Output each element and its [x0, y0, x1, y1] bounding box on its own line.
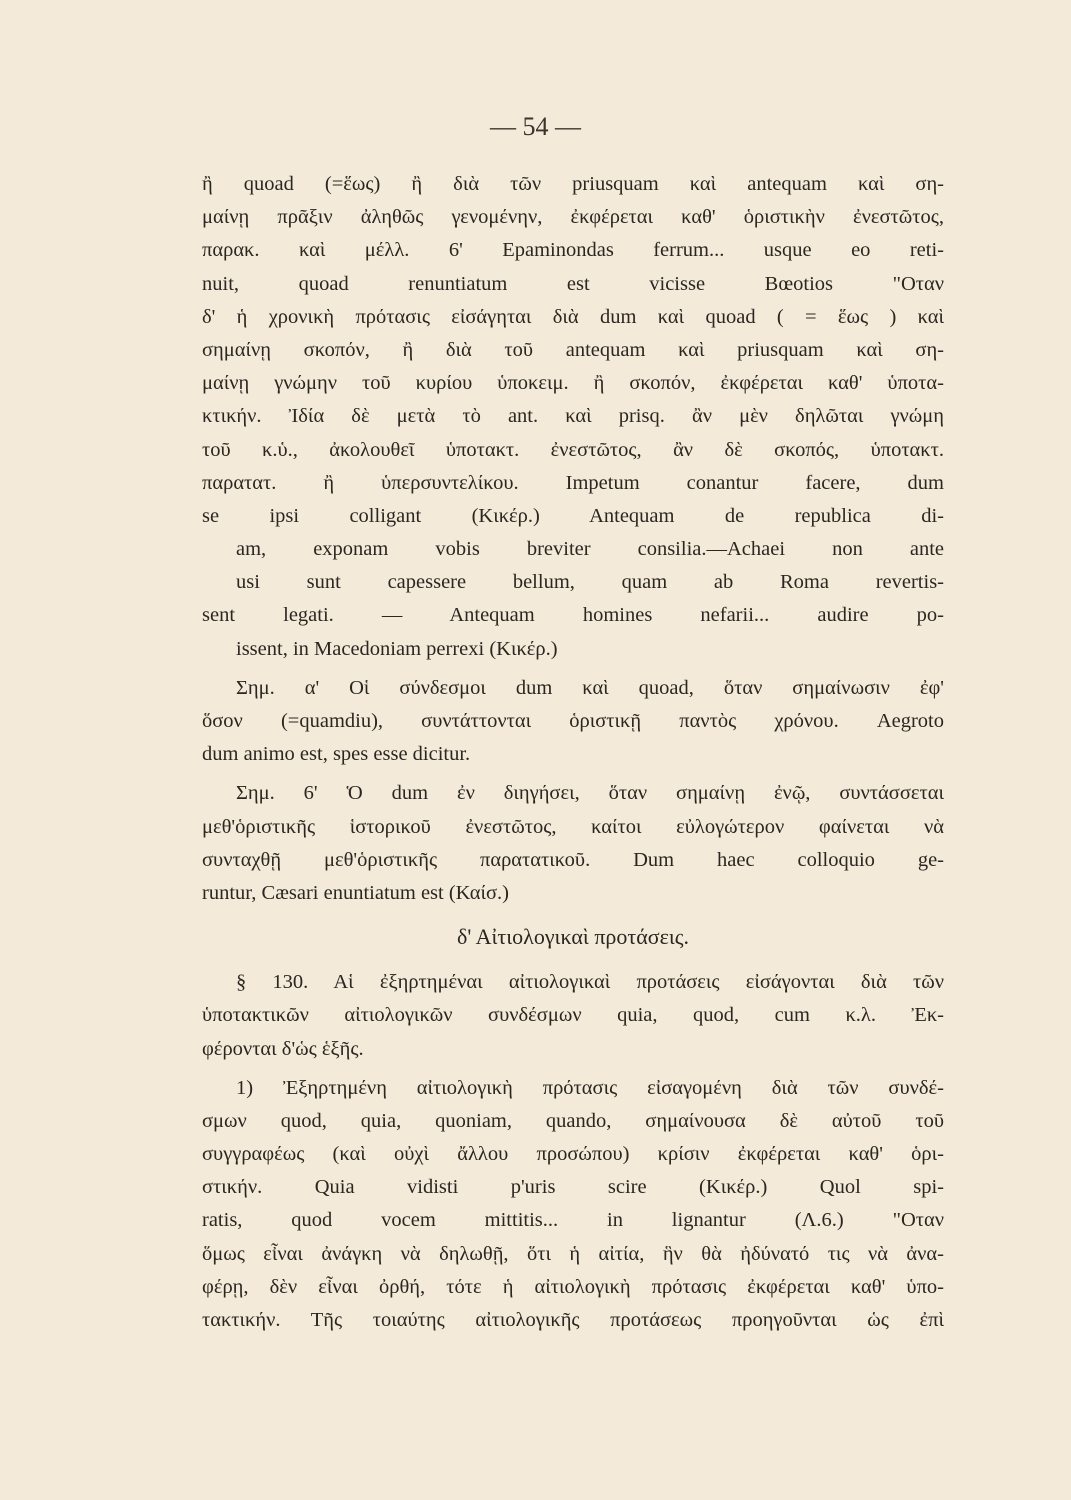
text-line: μαίνῃ γνώμην τοῦ κυρίου ὑποκειμ. ἢ σκοπόν, ἐκφέρεται καθ' ὑποτα-	[202, 372, 944, 395]
text-line: φέρῃ, δὲν εἶναι ὀρθή, τότε ἡ αἰτιολογικὴ πρότασις ἐκφέρεται καθ' ὑπο-	[202, 1275, 944, 1298]
text-line: se ipsi colligant (Κικέρ.) Antequam de republica di-	[202, 504, 944, 527]
text-line: συγγραφέως (καὶ οὐχὶ ἄλλου προσώπου) κρίσιν ἐκφέρεται καθ' ὁρι-	[202, 1143, 944, 1166]
text-line: συνταχθῇ μεθ'ὁριστικῆς παρατατικοῦ. Dum haec colloquio ge-	[202, 848, 944, 871]
note-a	[202, 672, 944, 772]
text-line: σημαίνῃ σκοπόν, ἢ διὰ τοῦ antequam καὶ priusquam καὶ ση-	[202, 338, 944, 361]
paragraph-130	[202, 966, 944, 1066]
text-line: παρατατ. ἢ ὑπερσυντελίκου. Impetum conantur facere, dum	[202, 471, 944, 494]
paragraph-temporal-clauses	[202, 168, 944, 666]
text-line: τοῦ κ.ὑ., ἀκολουθεῖ ὑποτακτ. ἐνεστῶτος, ἂν δὲ σκοπός, ὑποτακτ.	[202, 438, 944, 461]
page-number: — 54 —	[490, 112, 581, 141]
text-line: sent legati. — Antequam homines nefarii... audire po-	[202, 604, 944, 627]
text-line: nuit, quoad renuntiatum est vicisse Bœotios "Οταν	[202, 272, 944, 295]
text-line: ὅσον (=quamdiu), συντάττονται ὁριστικῇ παντὸς χρόνου. Aegroto	[202, 710, 944, 732]
text-line: am, exponam vobis breviter consilia.—Achaei non ante	[236, 538, 944, 561]
paragraph-causal-indicative	[202, 1072, 944, 1338]
text-line: τακτικήν. Τῆς τοιαύτης αἰτιολογικῆς προτάσεως προηγοῦνται ὡς ἐπὶ	[202, 1309, 944, 1331]
section-heading: δ' Αἰτιολογικαὶ προτάσεις.	[456, 924, 689, 950]
text-line: δ' ἡ χρονικὴ πρότασις εἰσάγηται διὰ dum καὶ quoad ( = ἕως ) καὶ	[202, 305, 944, 328]
text-line: μεθ'ὁριστικῆς ἱστορικοῦ ἐνεστῶτος, καίτοι εὐλογώτερον φαίνεται νὰ	[202, 815, 944, 838]
text-line: Σημ. α' Οἱ σύνδεσμοι dum καὶ quoad, ὅταν σημαίνωσιν ἐφ'	[236, 676, 944, 699]
text-line: usi sunt capessere bellum, quam ab Roma revertis-	[236, 571, 944, 594]
text-line: ratis, quod vocem mittitis... in lignantur (Λ.6.) "Οταν	[202, 1209, 944, 1232]
text-line: κτικήν. Ἰδία δὲ μετὰ τὸ ant. καὶ prisq. ἂν μὲν δηλῶται γνώμη	[202, 405, 944, 428]
text-line: § 130. Αἱ ἐξηρτημέναι αἰτιολογικαὶ προτάσεις εἰσάγονται διὰ τῶν	[236, 971, 944, 994]
text-line: dum animo est, spes esse dicitur.	[202, 743, 471, 766]
text-line: φέρονται δ'ὡς ἑξῆς.	[202, 1037, 364, 1060]
note-b	[202, 777, 944, 910]
text-line: ὅμως εἶναι ἀνάγκη νὰ δηλωθῇ, ὅτι ἡ αἰτία, ἣν θὰ ἠδύνατό τις νὰ ἀνα-	[202, 1242, 944, 1265]
text-line: runtur, Cæsari enuntiatum est (Καίσ.)	[202, 881, 509, 904]
text-line: μαίνῃ πρᾶξιν ἀληθῶς γενομένην, ἐκφέρεται καθ' ὁριστικὴν ἐνεστῶτος,	[202, 206, 944, 229]
text-line: στικήν. Quia vidisti p'uris scire (Κικέρ.) Quol spi-	[202, 1176, 944, 1199]
text-line: ὑποτακτικῶν αἰτιολογικῶν συνδέσμων quia, quod, cum κ.λ. Ἐκ-	[202, 1004, 944, 1027]
text-line: Σημ. 6' Ὁ dum ἐν διηγήσει, ὅταν σημαίνῃ ἐνῷ, συντάσσεται	[236, 782, 944, 805]
text-line: 1) Ἐξηρτημένη αἰτιολογικὴ πρότασις εἰσαγομένη διὰ τῶν συνδέ-	[236, 1076, 944, 1099]
text-line: παρακ. καὶ μέλλ. 6' Epaminondas ferrum... usque eo reti-	[202, 239, 944, 262]
text-line: σμων quod, quia, quoniam, quando, σημαίνουσα δὲ αὐτοῦ τοῦ	[202, 1109, 944, 1132]
text-line: issent, in Macedoniam perrexi (Κικέρ.)	[236, 637, 558, 660]
text-block	[202, 168, 944, 1337]
text-line: ἢ quoad (=ἕως) ἢ διὰ τῶν priusquam καὶ antequam καὶ ση-	[202, 173, 944, 195]
